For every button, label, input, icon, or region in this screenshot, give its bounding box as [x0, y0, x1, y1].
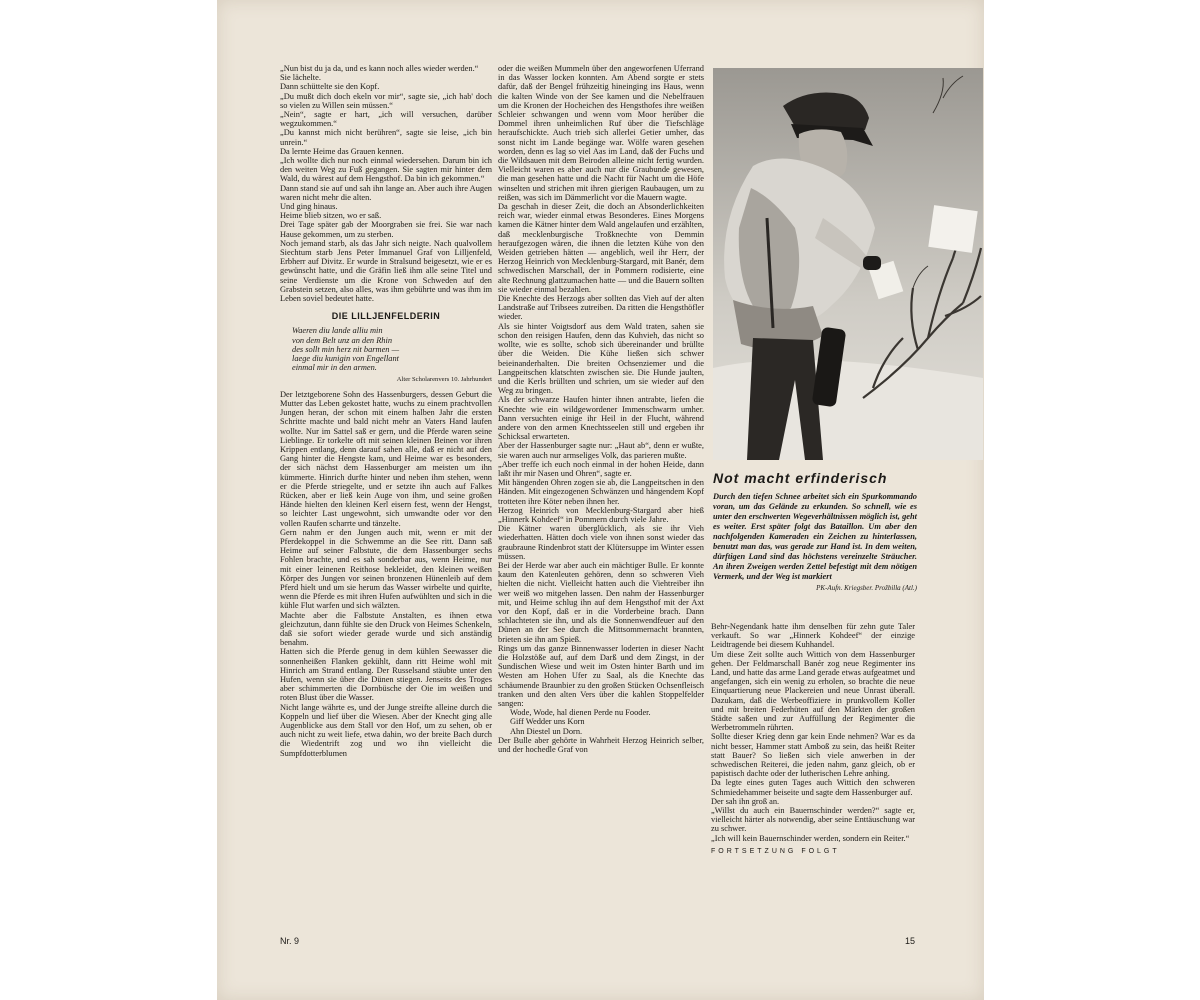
caption-text: Durch den tiefen Schnee arbeitet sich ein Spurkommando voran, um das Gelände zu erkunden. So schnell, wie es unter den erschwerten Wegeverhältnissen möglich ist, geht es weiter. Erst später folgt das Bataillon. Um aber den nachfolgenden Kameraden ein Zeichen zu hinterlassen, benutzt man das, was gerade zur Hand ist. In dem weiten, dürftigen Land sind das höchstens vereinzelte Sträucher. An ihren Zweigen werden Zettel befestigt mit dem nötigen Vermerk, und der Weg ist markiert: [713, 492, 917, 581]
paragraph: Da legte eines guten Tages auch Wittich den schweren Schmiedehammer beiseite und sagte dem Hassenburger auf.: [711, 778, 915, 797]
paragraph: einmal mir in den armen.: [292, 363, 377, 373]
caption-title: Not macht erfinderisch: [713, 470, 888, 486]
paragraph: Rings um das ganze Binnenwasser loderten in dieser Nacht die Holzstöße auf, auf dem Darß und dem Zingst, in der Sundischen Wiese und weit im Osten hinter Barth und im Westen am Hohen Ufer zu Saal, als die Knechte das schäumende Braunbier zu den großen Stücken Ochsenfleisch tranken und den alten Vers über die kahlen Stoppelfelder sangen:: [498, 643, 704, 709]
paragraph: Aber der Hassenburger sagte nur: „Haut ab“, denn er wußte, sie waren auch nur armseliges Volk, das parieren mußte.: [498, 441, 704, 460]
paragraph: Behr-Negendank hatte ihm denselben für zehn gute Taler verkauft. So war „Hinnerk Kohdeef“ der einzige Leidtragende bei diesem Kuhhandel.: [711, 622, 915, 650]
paragraph: Mit hängenden Ohren zogen sie ab, die Langpeitschen in den Händen. Mit eingezogenen Schwänzen und hängendem Kopf trotteten ihre Köter neben ihnen her.: [498, 478, 704, 506]
folk-verse: [498, 708, 704, 736]
photo-caption: [713, 466, 917, 592]
paragraph: Gern nahm er den Jungen auch mit, wenn er mit der Pferdekoppel in die Schwemme an die See ritt. Dann saß Heime auf seiner Falbstute, die dem Hassenburger sechs Fohlen brachte, und es sah sonderbar aus, wenn Heime, nur mit einer leinenen Reithose bekleidet, den kleinen weißen Körper des Jungen vor seinen bronzenen Hünenleib auf dem Pferd hielt und um sie herum das Wasser wirbelte und quirlte, wenn die Pferde es mit ihren Hufen aufwühlten und sich in die kühle Flut warfen und sich wälzten.: [280, 527, 492, 611]
paragraph: oder die weißen Mummeln über den angeworfenen Uferrand in das Wasser locken konnten. Am Abend sorgte er stets dafür, daß der Bengel frühzeitig hineinging ins Haus, wenn die kalten Winde von der See kamen und die Nebelfrauen um die Kronen der Hocheichen des Hengsthofes ihre weißen Schleier schwangen und wenn vom Moor herüber die Dommel ihren unheimlichen Ruf über die Tiefschläge heraufschickte. Auch trieb sich allerlei Getier umher, das sonst nicht im Lande begänge war. Wölfe waren gesehen worden, denn es lag so viel Aas im Land, daß der Fuchs und die Wildsauen mit dem Beiroden alleine nicht fertig wurden. Vielleicht waren es aber auch nur die Graubunde gewesen, die man gesehen hatte und die Nacht für Nacht um die Höfe winselten und strichen mit ihren gierigen Raubaugen, um zu reißen, was sich im Dämmerlicht vor die Mauern wagte.: [498, 64, 704, 202]
paragraph: Um diese Zeit sollte auch Wittich von dem Hassenburger gehen. Der Feldmarschall Banér zog neue Regimenter ins Land, und hatte das arme Land gerade etwas aufgeatmet und angefangen, sich ein wenig zu erholen, so brachte die neue Einquartierung neue Plackereien und neue Unrast überall. Dazukam, daß die Werbeoffiziere in prunkvollem Koller und mit breiten Federhüten auf den Märkten der großen Städte saßen und zur Auffüllung der Regimenter die Werbetrommeln rührten.: [711, 649, 915, 733]
paragraph: Als sie hinter Voigtsdorf aus dem Wald traten, sahen sie schon den reisigen Haufen, denn das Kuhvieh, das nicht so wollte, wie es sollte, schob sich übereinander und brüllte über die Weiden. Die Kühe ließen sich schwer beieinanderhalten. Die breiten Ochsenziemer und die Langpeitschen klatschten zwischen sie. Die Hunde jaulten, und die Kerls brüllten und schrien, um sie wieder auf den Weg zu bringen.: [498, 321, 704, 396]
paragraph: Die Kätner waren überglücklich, als sie ihr Vieh wiederhatten. Hätten doch viele von ihnen sonst wieder das graubraune Rindenbrot statt der Klütersuppe im Winter essen müssen.: [498, 524, 704, 561]
paragraph: von dem Belt unz an den Rhin: [292, 335, 393, 345]
paragraph: Heime blieb sitzen, wo er saß.: [280, 211, 382, 221]
story-paragraphs-middle-end: [498, 736, 704, 754]
story-paragraphs-part1: [280, 64, 492, 303]
paragraph: Sie lächelte.: [280, 73, 321, 83]
paragraph: „Du mußt dich doch ekeln vor mir“, sagte sie, „ich hab' doch so vielen zu Willen sein müssen.“: [280, 91, 492, 110]
text-column-right: [711, 622, 915, 928]
paragraph: Hatten sich die Pferde genug in dem kühlen Seewasser die sonnenheißen Flanken gekühlt, dann ritt Heime wohl mit Hinrich am Strand entlang. Der Russelsand stäubte unter den Hufen, wenn sie über die Dünen stiegen. Jenseits des Troges aber schimmerten die Dornbüsche der Oie im weißen und roten Blust über die Wasser.: [280, 647, 492, 703]
story-paragraphs-right: [711, 622, 915, 843]
paragraph: Der sah ihn groß an.: [711, 796, 780, 806]
paragraph: „Willst du auch ein Bauernschinder werden?“ sagte er, vielleicht härter als notwendig, aber seine Enttäuschung war zu schwer.: [711, 806, 915, 834]
paragraph: „Ich will kein Bauernschinder werden, sondern ein Reiter.“: [711, 833, 910, 843]
paragraph: Da lernte Heime das Grauen kennen.: [280, 146, 404, 156]
paragraph: Da geschah in dieser Zeit, die doch an Absonderlichkeiten reich war, wieder einmal etwas Besonderes. Eines Morgens kamen die Kätner hinter dem Wald angelaufen und erzählten, daß mecklenburgische Troßknechte von Demmin heraufgezogen wären, die ihnen die letzten Kühe von den Weiden getrieben hätten — angeblich, weil ihr Herr, der Herzog Heinrich von Mecklenburg-Stargard, mit Banér, dem schwedischen Marschall, der in Pommern rodisierte, eine alte Rechnung glattzumachen hatte — und die Bauern sollten sie wieder einmal bezahlen.: [498, 202, 704, 294]
paragraph: Herzog Heinrich von Mecklenburg-Stargard aber hieß „Hinnerk Kohdeef“ in Pommern durch viele Jahre.: [498, 505, 704, 524]
paragraph: des sollt min herz nit barmen —: [292, 344, 400, 354]
story-paragraphs-middle: [498, 64, 704, 708]
paragraph: Dann stand sie auf und sah ihn lange an. Aber auch ihre Augen waren nicht mehr die alten.: [280, 183, 492, 202]
paragraph: Giff Wedder uns Korn: [510, 717, 585, 727]
paragraph: Bei der Herde war aber auch ein mächtiger Bulle. Er konnte kaum den Katenleuten gehören, denn so schweren Vieh hielten die nicht. Vielleicht hatten auch die Viehtreiber ihn wer weiß wo mitgehen lassen. Den nahm der Hassenburger mit, und Heime schlug ihn auf dem Hengsthof mit der Axt vor den Kopf, daß er in die Vorderbeine brach. Dann schlachteten sie ihn, und als die Sonnenwendfeuer auf den Dünen an der See durch die Mittsommernacht brannten, brieten sie ihn am Spieß.: [498, 560, 704, 644]
story-paragraphs-part2: [280, 390, 492, 758]
continuation-note: FORTSETZUNG FOLGT: [711, 847, 840, 855]
section-title: DIE LILLJENFELDERIN: [331, 311, 441, 322]
text-column-middle: [498, 64, 704, 932]
paragraph: „Nein“, sagte er hart, „ich will versuchen, darüber wegzukommen.“: [280, 110, 492, 129]
paragraph: „Aber treffe ich euch noch einmal in der hohen Heide, dann laßt ihr mir Nasen und Ohren“, sagte er.: [498, 459, 704, 478]
paragraph: „Du kannst mich nicht berühren“, sagte sie leise, „ich bin unrein.“: [280, 128, 492, 147]
magazine-page: [217, 0, 984, 1000]
epigraph-source: Alter Scholarenvers 10. Jahrhundert: [396, 375, 492, 383]
paragraph: Als der schwarze Haufen hinter ihnen antrabte, liefen die Knechte wie ein wildgewordener Immenschwarm umher. Dann versuchten einige ihr Heil in der Flucht, während andere von den armen Knechtsseelen still und ergeben ihr Schicksal erwarteten.: [498, 395, 704, 442]
paragraph: Die Knechte des Herzogs aber sollten das Vieh auf der alten Landstraße auf Tribsees zutreiben. Da ritten die Hengsthöfler wieder.: [498, 294, 704, 322]
text-column-left: [280, 64, 492, 932]
paragraph: „Nun bist du ja da, und es kann noch alles wieder werden.“: [280, 64, 479, 73]
paragraph: Waeren diu lande alliu min: [292, 326, 383, 336]
paragraph: Noch jemand starb, als das Jahr sich neigte. Nach qualvollem Siechtum starb Jens Peter Immanuel Graf von Lilljenfeld, Erbherr auf Divitz. Er wurde in Stralsund beigesetzt, wie er es gewünscht hatte, und die Gräfin ließ ihm alle seine Titel und seine Verdienste um die Krone von Schweden auf den Grabstein setzen, also alles, was ihm gebührte und was ihm im Leben soviel bedeutet hatte.: [280, 238, 492, 304]
paragraph: Der Bulle aber gehörte in Wahrheit Herzog Heinrich selber, und der hochedle Graf von: [498, 735, 704, 755]
paragraph: „Ich wollte dich nur noch einmal wiedersehen. Darum bin ich den weiten Weg zu Fuß gegangen. Sie sagten mir hinter dem Wald, du wärest auf dem Hengsthof. Da bin ich gekommen.“: [280, 156, 492, 184]
paragraph: Drei Tage später gab der Moorgraben sie frei. Sie war nach Hause gekommen, um zu sterben.: [280, 220, 492, 239]
issue-label: Nr. 9: [280, 936, 300, 946]
paragraph: Machte aber die Falbstute Anstalten, es ihnen etwa gleichzutun, dann fühlte sie den Druck von Heimes Schenkeln, daß sie sofort wieder gerade wurde und sich anständig benahm.: [280, 610, 492, 648]
paragraph: Der letztgeborene Sohn des Hassenburgers, dessen Geburt die Mutter das Leben gekostet hatte, wuchs zu einem prachtvollen Jungen heran, der schon mit einem halben Jahr die ersten Schritte machte und bald nicht mehr an Vaters Hand laufen wollte. Nur im Sattel saß er gern, und die Pferde waren seine Lieblinge. Er torkelte oft mit seinen kleinen Beinen vor ihren Krippen entlang, denn darauf sahen alle, daß er nicht auf den Gang hinter die Hengste kam, und Heime war es besonders, der sich nächst dem Hassenburger am meisten um ihn kümmerte. Hinrich durfte hinter und neben ihm stehen, wenn er die Pferde striegelte, und er setzte ihn auch auf Falkes Rücken, aber er ließ kein Auge von ihm, und seine großen Hände hielten den kleinen Kerl eisern fest, wenn der Hengst, so leichter Last ungewohnt, sich umwandte oder vor den vollen Raufen scharrte und tänzelte.: [280, 389, 492, 528]
page-number: 15: [905, 936, 916, 946]
photo-illustration: [713, 68, 983, 460]
photo-credit: PK-Aufn. Kriegsber. Prožbilla (Atl.): [816, 584, 917, 592]
paragraph: Sollte dieser Krieg denn gar kein Ende nehmen? War es da nicht besser, Hammer statt Amboß zu sein, das heißt Reiter statt Bauer? So ließen sich viele anwerben in der schwedischen Reiterei, die jeden nahm, ganz gleich, ob er papistisch dachte oder der lutherischen Lehre anhing.: [711, 732, 915, 779]
paragraph: Dann schüttelte sie den Kopf.: [280, 82, 380, 92]
paragraph: Wode, Wode, hal dienen Perde nu Fooder.: [510, 708, 651, 718]
soldier-in-snow-photo: [713, 68, 983, 460]
paragraph: Nicht lange währte es, und der Junge streifte alleine durch die Koppeln und lief über die Wiesen. Aber der Knecht ging alle Augenblicke aus dem Stall vor den Hof, um zu sehen, ob er auch nicht zu weit liefe, etwa dahin, wo der breite Bach durch die Wiedentrift zog und wo ihn vielleicht die Sumpfdotterblumen: [280, 702, 492, 758]
epigraph-poem: [280, 326, 492, 372]
paragraph: Und ging hinaus.: [280, 202, 338, 212]
paragraph: Ahn Diestel un Dorn.: [510, 726, 583, 736]
paragraph: laege diu kunigin von Engellant: [292, 354, 399, 364]
